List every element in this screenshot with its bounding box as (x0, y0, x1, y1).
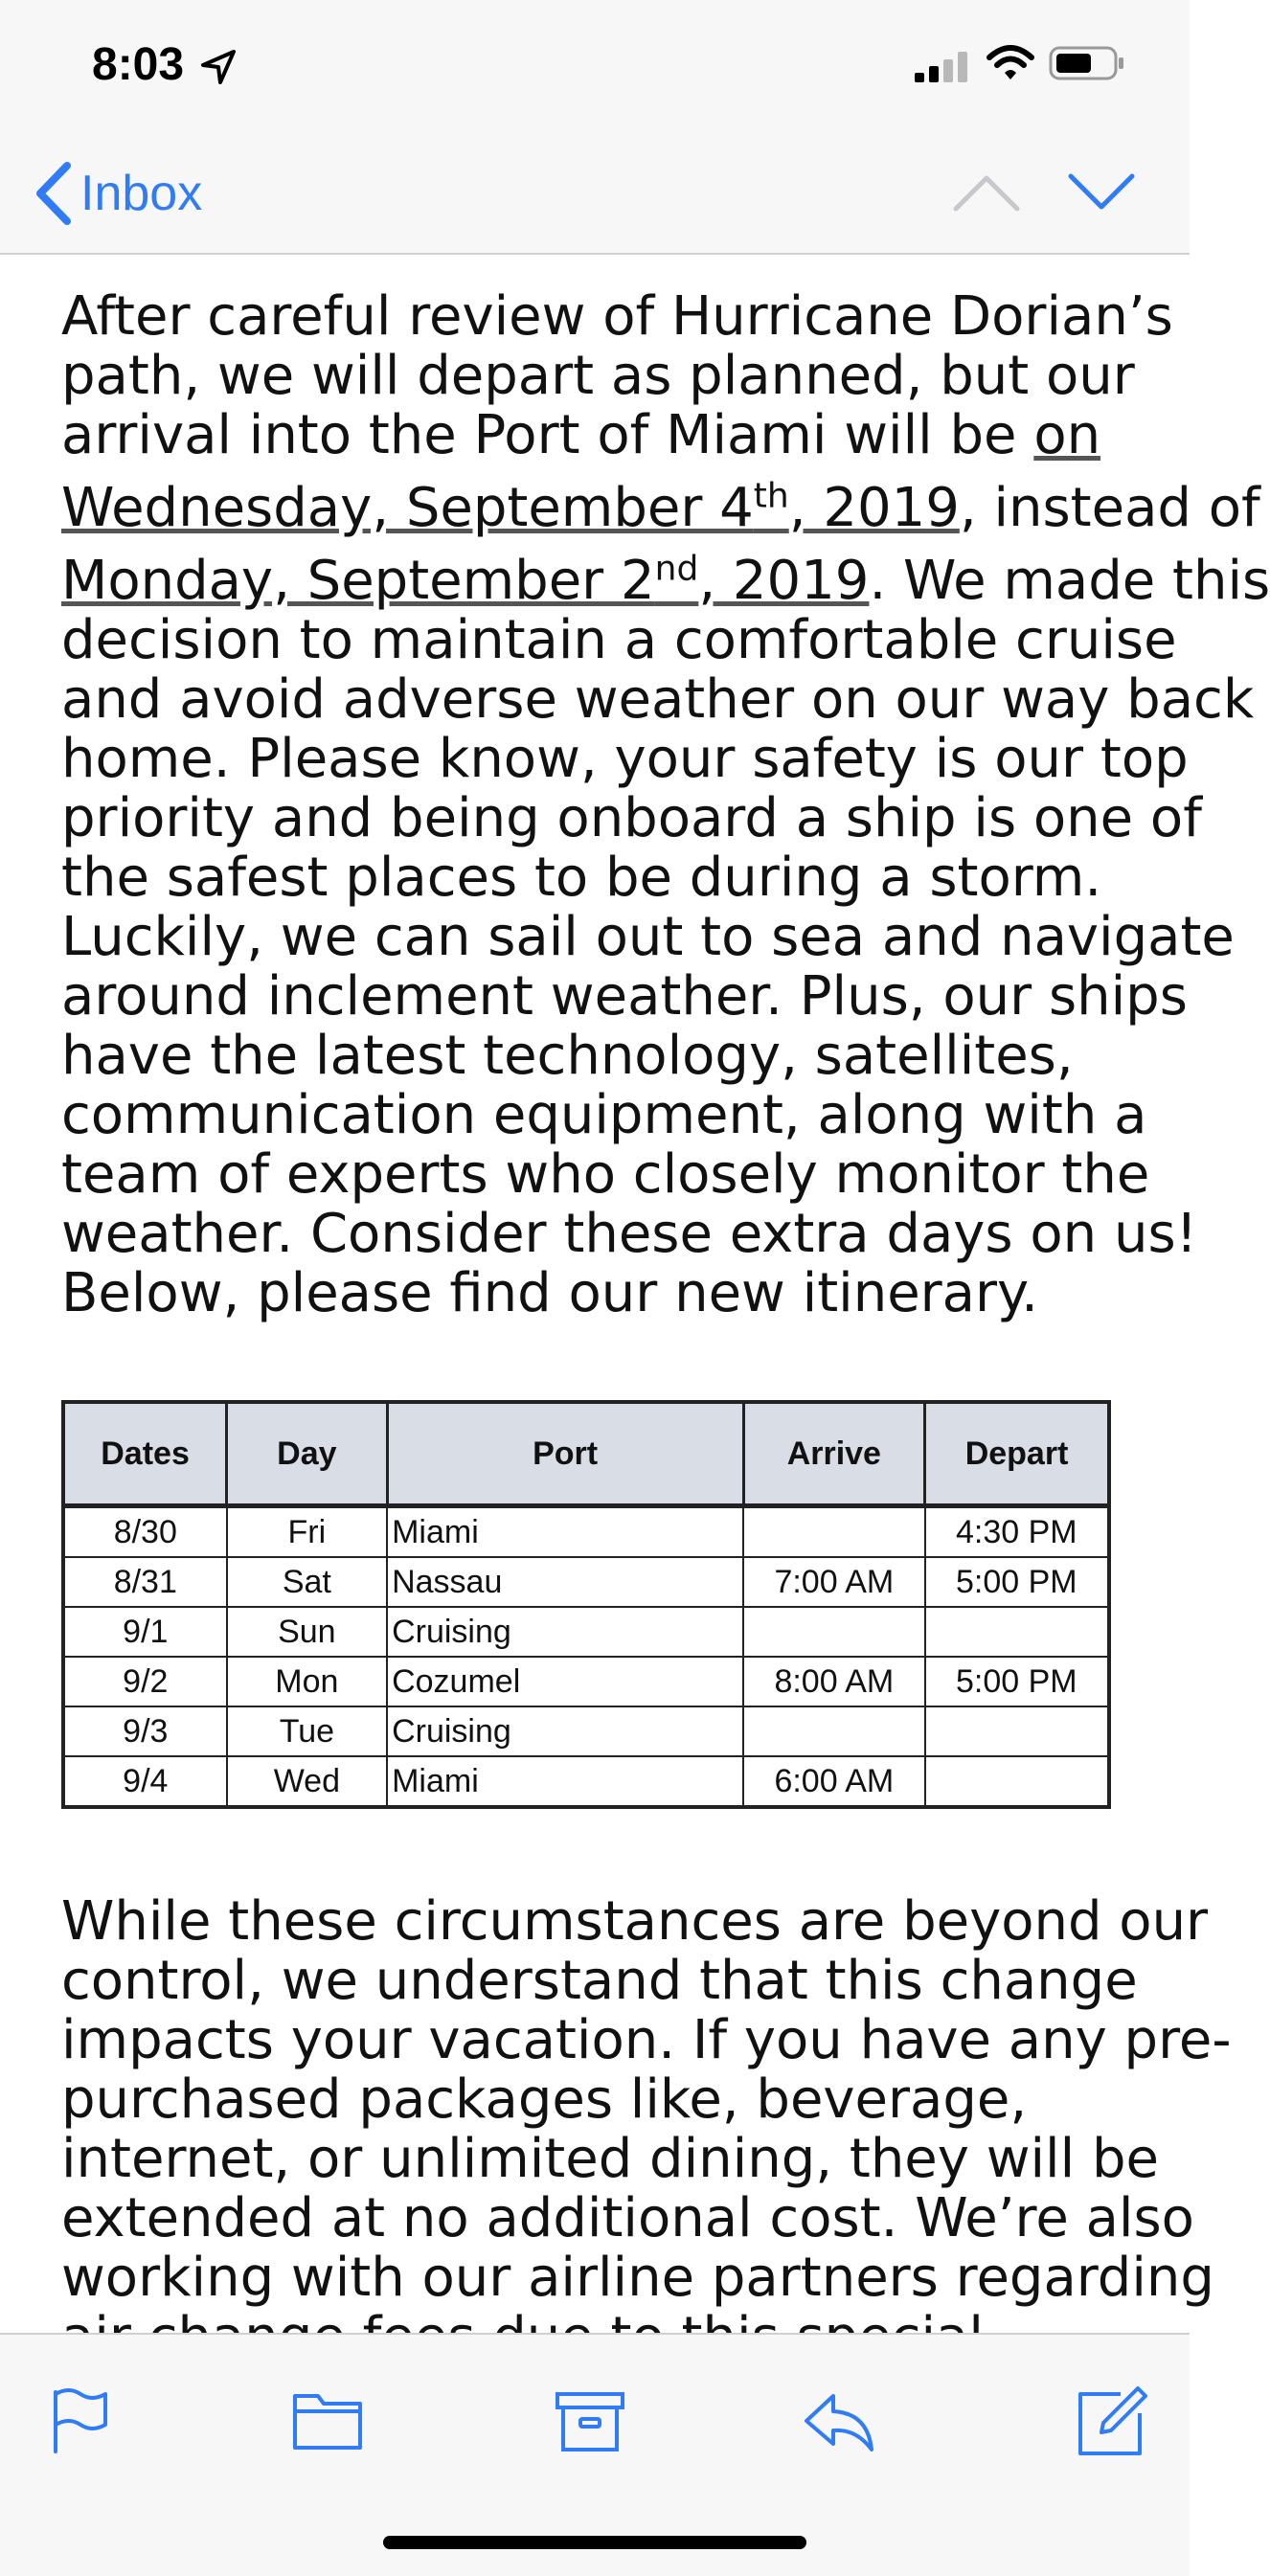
cell-arrive: 8:00 AM (743, 1657, 925, 1706)
text-line: control, we understand that this change (61, 1950, 1138, 2012)
text-line: path, we will depart as planned, but our (61, 345, 1135, 407)
header-day: Day (227, 1402, 387, 1506)
text-fragment: Monday, September 2 (61, 550, 655, 612)
cell-arrive: 6:00 AM (743, 1756, 925, 1807)
cell-dates: 9/4 (63, 1756, 227, 1807)
text-line: While these circumstances are beyond our (61, 1890, 1209, 1953)
reply-icon[interactable] (801, 2383, 877, 2459)
text-line: home. Please know, your safety is our top (61, 728, 1189, 790)
text-fragment: arrival into the Port of Miami will be (61, 404, 1034, 466)
archive-icon[interactable] (552, 2383, 628, 2459)
itinerary-table (61, 1400, 1111, 1809)
cell-port: Miami (387, 1756, 743, 1807)
folder-icon[interactable] (289, 2383, 366, 2459)
underlined-date-text (61, 550, 869, 612)
cell-arrive (743, 1706, 925, 1756)
nav-bar (0, 134, 1190, 255)
cell-day: Wed (227, 1756, 387, 1807)
cell-port: Miami (387, 1506, 743, 1558)
cell-dates: 8/30 (63, 1506, 227, 1558)
text-line (61, 406, 1259, 465)
text-fragment: , 2019 (698, 550, 870, 612)
text-line: internet, or unlimited dining, they will be (61, 2128, 1159, 2190)
compose-icon[interactable] (1073, 2383, 1149, 2459)
text-line (61, 549, 1270, 612)
text-fragment: . We made this (869, 550, 1270, 612)
text-line: working with our airline partners regarding (61, 2247, 1214, 2309)
cell-arrive: 7:00 AM (743, 1557, 925, 1607)
cell-day: Tue (227, 1706, 387, 1756)
text-line: communication equipment, along with a (61, 1084, 1147, 1146)
cell-port: Nassau (387, 1557, 743, 1607)
table-row (63, 1506, 1109, 1558)
email-paragraph-1 (61, 285, 1270, 1324)
chevron-up-icon[interactable] (948, 163, 1025, 220)
cell-depart: 4:30 PM (925, 1506, 1109, 1558)
status-time: 8:03 (92, 39, 185, 90)
location-arrow-icon (199, 48, 238, 86)
header-arrive: Arrive (743, 1402, 925, 1506)
table-row (63, 1706, 1109, 1756)
email-paragraph-2 (61, 1892, 1259, 2367)
text-line: decision to maintain a comfortable cruise (61, 609, 1177, 671)
underlined-date-text (61, 477, 960, 539)
text-line: weather. Consider these extra days on us! (61, 1203, 1198, 1265)
header-dates: Dates (63, 1402, 227, 1506)
cell-port: Cozumel (387, 1657, 743, 1706)
text-line: extended at no additional cost. We’re also (61, 2187, 1194, 2249)
cell-arrive (743, 1506, 925, 1558)
status-bar (0, 0, 1190, 134)
chevron-down-icon[interactable] (1063, 163, 1140, 220)
text-line: have the latest technology, satellites, (61, 1025, 1074, 1087)
cell-day: Mon (227, 1657, 387, 1706)
text-line: the safest places to be during a storm. (61, 847, 1102, 909)
table-row (63, 1657, 1109, 1706)
cellular-signal-icon (915, 52, 972, 82)
text-line (61, 476, 1260, 539)
cell-arrive (743, 1607, 925, 1657)
table-row (63, 1607, 1109, 1657)
header-depart: Depart (925, 1402, 1109, 1506)
back-to-inbox-button[interactable] (33, 157, 202, 230)
text-line: around inclement weather. Plus, our ships (61, 965, 1188, 1028)
superscript-suffix: nd (654, 549, 699, 589)
cell-day: Sat (227, 1557, 387, 1607)
header-port: Port (387, 1402, 743, 1506)
table-row (63, 1557, 1109, 1607)
cell-dates: 9/3 (63, 1706, 227, 1756)
superscript-suffix: th (753, 476, 789, 516)
cell-depart: 5:00 PM (925, 1657, 1109, 1706)
battery-icon (1049, 44, 1125, 82)
back-label: Inbox (80, 166, 203, 221)
text-line: Below, please find our new itinerary. (61, 1262, 1038, 1324)
home-indicator[interactable] (383, 2536, 806, 2549)
text-line: impacts your vacation. If you have any pre- (61, 2009, 1232, 2071)
cell-port: Cruising (387, 1706, 743, 1756)
cell-dates: 9/2 (63, 1657, 227, 1706)
text-line: and avoid adverse weather on our way back (61, 668, 1255, 731)
cell-day: Fri (227, 1506, 387, 1558)
table-header-row (63, 1402, 1109, 1506)
text-fragment: Wednesday, September 4 (61, 477, 754, 539)
flag-icon[interactable] (42, 2383, 119, 2459)
email-body[interactable] (0, 255, 1270, 2333)
cell-day: Sun (227, 1607, 387, 1657)
chevron-left-icon (33, 160, 75, 227)
wifi-icon (987, 44, 1034, 82)
cell-dates: 9/1 (63, 1607, 227, 1657)
cell-dates: 8/31 (63, 1557, 227, 1607)
table-row (63, 1756, 1109, 1807)
text-line: team of experts who closely monitor the (61, 1143, 1150, 1206)
cell-port: Cruising (387, 1607, 743, 1657)
text-line: After careful review of Hurricane Dorian’s (61, 285, 1173, 348)
cell-depart (925, 1706, 1109, 1756)
cell-depart: 5:00 PM (925, 1557, 1109, 1607)
text-fragment: , instead of (959, 477, 1260, 539)
underlined-date-text: on (1033, 404, 1101, 466)
cell-depart (925, 1756, 1109, 1807)
text-line: purchased packages like, beverage, (61, 2068, 1028, 2131)
text-fragment: , 2019 (788, 477, 960, 539)
text-line: priority and being onboard a ship is one of (61, 787, 1202, 849)
text-line: Luckily, we can sail out to sea and navigate (61, 906, 1235, 968)
cell-depart (925, 1607, 1109, 1657)
